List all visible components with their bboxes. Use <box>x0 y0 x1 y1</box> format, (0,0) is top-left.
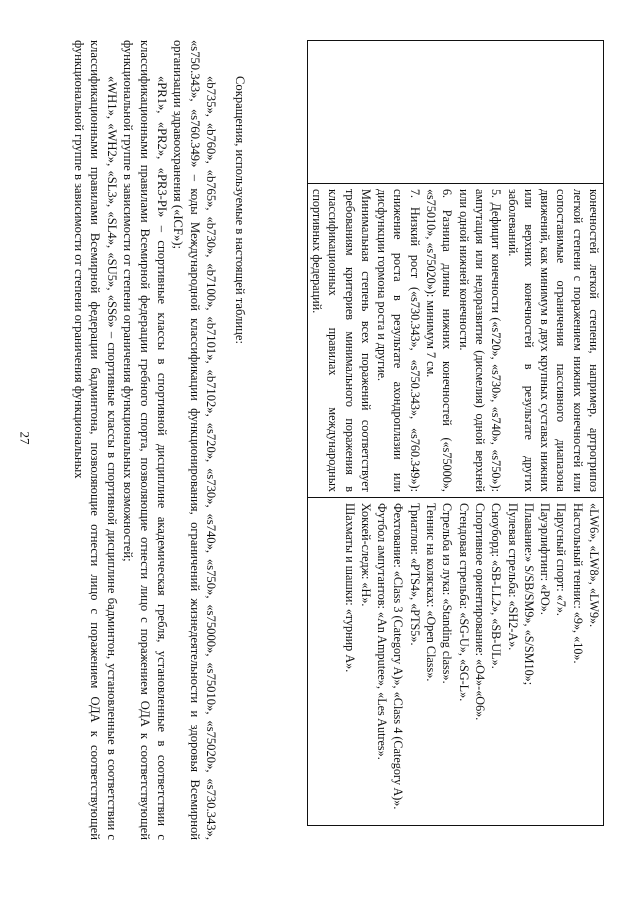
table-row <box>307 41 603 826</box>
paragraph: «WH1», «WH2», «SL3», «SL4», «SU5», «SS6» – спортивные классы в спортивной дисциплине бадминтон, установленные в соответствии с классификационными правилами Всемирной федерации бадминтона, позволяющие отнести лицо с поражением ОДА к соответствующей функциональной группе в зависимости от степени ограничения функциональных <box>71 40 119 840</box>
class-entry: Плавание:» S/SB/SM9», «S/SM10»; <box>521 502 536 686</box>
class-entry: Пулевая стрельба: «SH2-A». <box>505 502 520 651</box>
condition-text: Минимальная степень всех поражений соответствует требованиям критериев минимального поражения в классификационных правилах международных спортивных федераций. <box>309 188 373 492</box>
class-entry: Парусный спорт: «7». <box>554 502 569 616</box>
class-entry: Стрельба из лука: «Standing class». <box>440 502 455 684</box>
condition-text: конечностей легкой степени, например, артрогрипоз легкой степени с поражением нижних конечностей или сопоставимые ограничения пассивного диапазона движений, как минимум в двух крупных суставах нижних или верхних конечностей в результате других заболеваний. <box>505 188 601 492</box>
class-entry: Шахматы и шашки: «турнир A». <box>342 502 357 673</box>
class-entry: Футбол ампутантов: «An Amputee», «Les Autres». <box>375 502 390 760</box>
condition-text: 7. Низкий рост («s730.343», «s750.343», «s760.349»): снижение роста в результате ахондроплазии или дисфункции гормона роста и другие. <box>375 188 422 492</box>
class-entry: «LW6», «LW8», «LW9». <box>587 502 601 628</box>
paragraph: «PR1», «PR2», «PR3-PI» – спортивные классы в спортивной дисциплине академическая гребля, установленные в соответствии с классификационными правилами Всемирной федерации гребного спорта, позволяющие отнести лицо с поражением ОДА к соответствующей функциональной группе в зависимости от степени ограничения функциональных возможностей; <box>121 40 169 840</box>
table-cell-classes <box>307 497 603 825</box>
class-entry: Сноуборд: «SB-LL2», «SB-UL». <box>489 502 504 669</box>
class-entry: Пауэрлифтинг: «PO». <box>538 502 553 615</box>
abbreviations-heading: Сокращения, используемые в настоящей таблице: <box>233 76 247 344</box>
class-entry: Стендовая стрельба: «SG-U», «SG-L». <box>456 502 471 702</box>
page-number: 27 <box>17 431 33 445</box>
abbreviations-section <box>70 40 248 840</box>
table-cell-empty <box>307 41 603 184</box>
paragraph: «b735», «b760», «b765», «b730», «b7100», «b7101», «b7102», «s720», «s730», «s740», «s750», «s75000», «s75010», «s75020», «s730.343», «s750.343», «s760.349» – коды Международной классификации функционирования, ограничений жизнедеятельности и здоровья Всемирной организации здравоохранения («ICF»); <box>171 40 219 840</box>
class-entry: Спортивное ориентирование: «O4»-«O6». <box>472 502 487 721</box>
table-cell-conditions <box>307 183 603 497</box>
class-entry: Настольный теннис: «9», «10». <box>570 502 585 664</box>
class-entry: Триатлон: «PTS4», «PTS5». <box>407 502 422 646</box>
class-entry: Фехтование: «Class 3 (Category A)», «Class 4 (Category A)». <box>391 502 406 810</box>
condition-text: 6. Разница длины нижних конечностей («s75000», «s75010», «s75020»): минимум 7 см. <box>424 188 455 492</box>
class-entry: Хоккей-следж: «H». <box>358 502 373 607</box>
class-entry: Теннис на колясках: «Open Class». <box>424 502 439 682</box>
condition-text: 5. Дефицит конечности («s720», «s730», «s740», «s750»): ампутация или недоразвитие (дисмелия) одной верхней или одной нижней конечности. <box>456 188 504 492</box>
classification-table <box>307 40 604 826</box>
